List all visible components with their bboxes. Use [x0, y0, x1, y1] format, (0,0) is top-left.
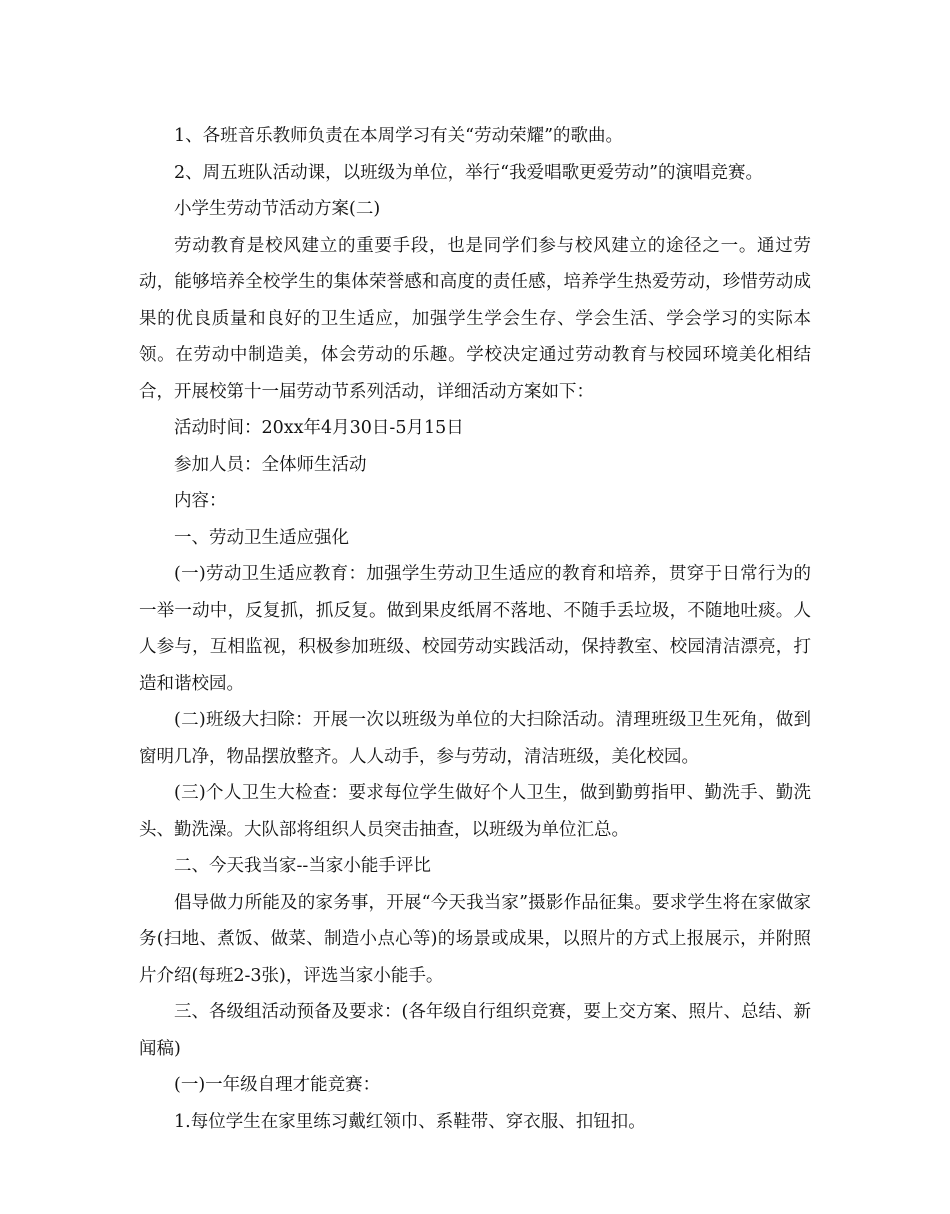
section-title: 小学生劳动节活动方案(二)	[174, 199, 381, 219]
paragraph-content-label: 内容：	[174, 491, 227, 511]
paragraph-class-cleaning: (二)班级大扫除：开展一次以班级为单位的大扫除活动。清理班级卫生死角，做到窗明几净，物品摆放整齐。人人动手，参与劳动，清洁班级，美化校园。	[139, 710, 811, 767]
heading-home-helper: 二、今天我当家--当家小能手评比	[174, 856, 431, 876]
paragraph-personal-hygiene: (三)个人卫生大检查：要求每位学生做好个人卫生，做到勤剪指甲、勤洗手、勤洗头、勤洗澡。大队部将组织人员突击抽查，以班级为单位汇总。	[139, 783, 811, 840]
document-body	[139, 118, 811, 1140]
paragraph-singing-contest: 2、周五班队活动课，以班级为单位，举行“我爱唱歌更爱劳动”的演唱竞赛。	[174, 162, 764, 183]
paragraph-participants: 参加人员：全体师生活动	[174, 454, 367, 475]
heading-grade-one: (一)一年级自理才能竞赛：	[174, 1075, 381, 1095]
paragraph-music-teachers: 1、各班音乐教师负责在本周学习有关“劳动荣耀”的歌曲。	[174, 126, 624, 146]
paragraph-activity-time: 活动时间：20xx年4月30日-5月15日	[174, 418, 464, 438]
heading-hygiene-habits: 一、劳动卫生适应强化	[174, 527, 349, 548]
paragraph-home-helper: 倡导做力所能及的家务事，开展“今天我当家”摄影作品征集。要求学生将在家做家务(扫地、煮饭、做菜、制造小点心等)的场景或成果，以照片的方式上报展示，并附照片介绍(每班2-3张)，评选当家小能手。	[139, 892, 811, 986]
paragraph-hygiene-education: (一)劳动卫生适应教育：加强学生劳动卫生适应的教育和培养，贯穿于日常行为的一举一动中，反复抓，抓反复。做到果皮纸屑不落地、不随手丢垃圾，不随地吐痰。人人参与，互相监视，积极参加班级、校园劳动实践活动，保持教室、校园清洁漂亮，打造和谐校园。	[139, 564, 811, 694]
paragraph-intro: 劳动教育是校风建立的重要手段，也是同学们参与校风建立的途径之一。通过劳动，能够培养全校学生的集体荣誉感和高度的责任感，培养学生热爱劳动，珍惜劳动成果的优良质量和良好的卫生适应，加强学生学会生存、学会生活、学会学习的实际本领。在劳动中制造美，体会劳动的乐趣。学校决定通过劳动教育与校园环境美化相结合，开展校第十一届劳动节系列活动，详细活动方案如下：	[139, 235, 811, 402]
heading-grade-activities: 三、各级组活动预备及要求：(各年级自行组织竞赛，要上交方案、照片、总结、新闻稿)	[139, 1002, 811, 1059]
paragraph-grade-one-item: 1.每位学生在家里练习戴红领巾、系鞋带、穿衣服、扣钮扣。	[174, 1111, 646, 1132]
